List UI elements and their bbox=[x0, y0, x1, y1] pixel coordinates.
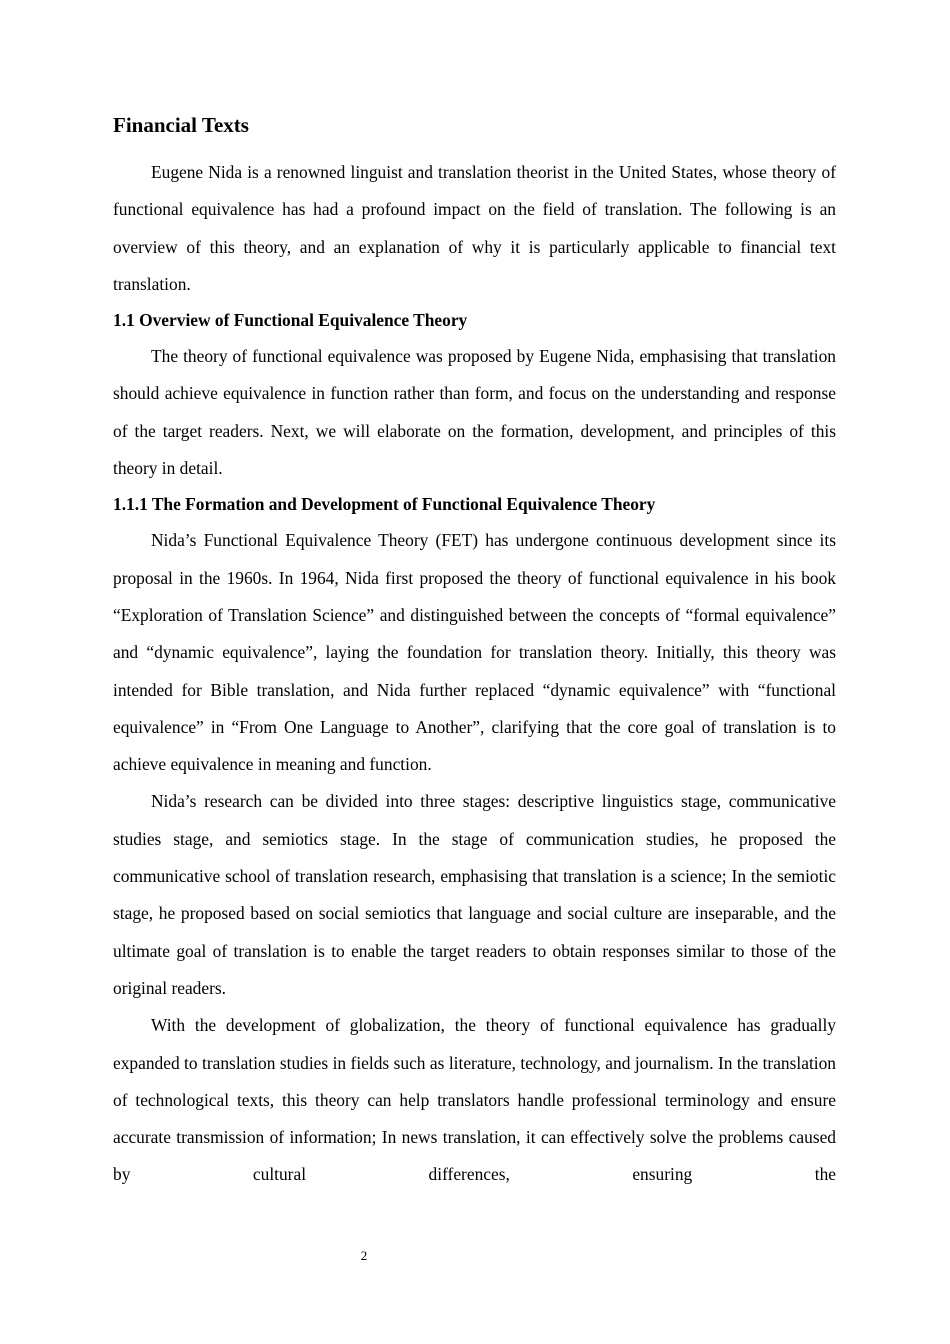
intro-paragraph: Eugene Nida is a renowned linguist and translation theorist in the United States, whose theory of functional equivalence has had a profound impact on the field of translation. The following is an overview of this theory, and an explanation of why it is particularly applicable to financial text translation. bbox=[113, 162, 836, 294]
section-1-1-1-paragraph-1: Nida’s Functional Equivalence Theory (FET) has undergone continuous development since its proposal in the 1960s. In 1964, Nida first proposed the theory of functional equivalence in his book “Exploration of Translation Science” and distinguished between the concepts of “formal equivalence” and “dynamic equivalence”, laying the foundation for translation theory. Initially, this theory was intended for Bible translation, and Nida further replaced “dynamic equivalence” with “functional equivalence” in “From One Language to Another”, clarifying that the core goal of translation is to achieve equivalence in meaning and function. bbox=[113, 530, 836, 775]
page-title: Financial Texts bbox=[113, 113, 249, 137]
section-heading-1-1-1: 1.1.1 The Formation and Development of Functional Equivalence Theory bbox=[113, 494, 656, 515]
section-1-1-paragraph: The theory of functional equivalence was proposed by Eugene Nida, emphasising that translation should achieve equivalence in function rather than form, and focus on the understanding and response of the target readers. Next, we will elaborate on the formation, development, and principles of this theory in detail. bbox=[113, 346, 836, 479]
section-heading-1-1: 1.1 Overview of Functional Equivalence Theory bbox=[113, 310, 468, 331]
page-number: 2 bbox=[360, 1248, 368, 1263]
document-page bbox=[113, 110, 836, 1194]
section-1-1-1-paragraph-3: With the development of globalization, the theory of functional equivalence has gradually expanded to translation studies in fields such as literature, technology, and journalism. In the translation of technological texts, this theory can help translators handle professional terminology and ensure accurate transmission of information; In news translation, it can effectively solve the problems caused by cultural differences, ensuring the bbox=[113, 1015, 836, 1185]
section-1-1-1-paragraph-2: Nida’s research can be divided into three stages: descriptive linguistics stage, communicative studies stage, and semiotics stage. In the stage of communication studies, he proposed the communicative school of translation research, emphasising that translation is a science; In the semiotic stage, he proposed based on social semiotics that language and social culture are inseparable, and the ultimate goal of translation is to enable the target readers to obtain responses similar to those of the original readers. bbox=[113, 791, 836, 998]
